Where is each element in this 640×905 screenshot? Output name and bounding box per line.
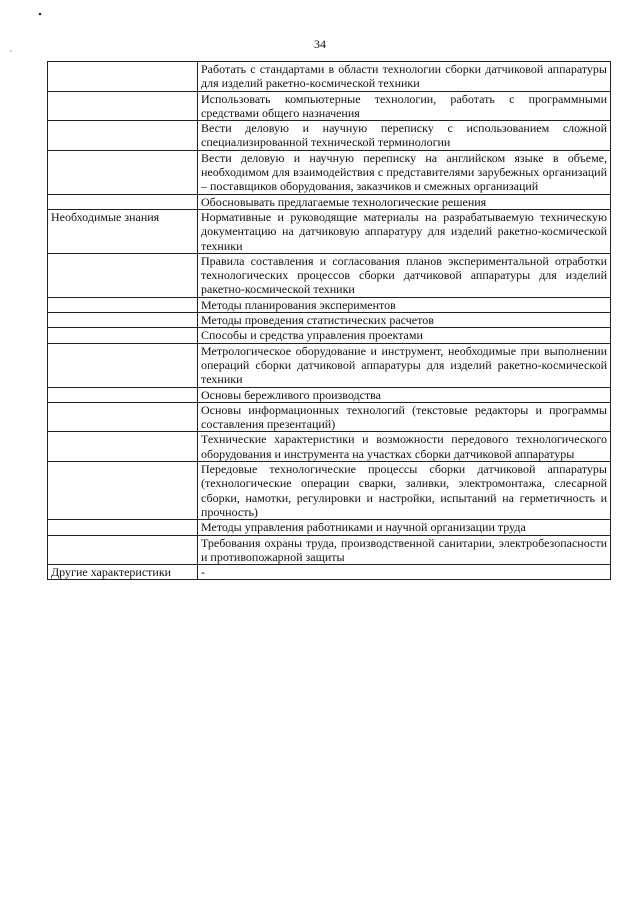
table-row [48,387,611,402]
table-row [48,520,611,535]
empty-label-cell [48,343,198,387]
empty-label-cell [48,194,198,209]
skill-item: Работать с стандартами в области технологии сборки датчиковой аппаратуры для изделий ракетно-космической техники [198,62,611,92]
table-row [48,432,611,462]
skill-item: Вести деловую и научную переписку на английском языке в объеме, необходимом для взаимодействия с представителями зарубежных организаций – поставщиков оборудования, заказчиков и смежных организаций [198,150,611,194]
empty-label-cell [48,520,198,535]
knowledge-item: Основы бережливого производства [198,387,611,402]
table-row [48,343,611,387]
empty-label-cell [48,328,198,343]
empty-label-cell [48,387,198,402]
knowledge-item: Метрологическое оборудование и инструмент, необходимые при выполнении операций сборки датчиковой аппаратуры для изделий ракетно-космической техники [198,343,611,387]
knowledge-item: Методы проведения статистических расчетов [198,313,611,328]
knowledge-label: Необходимые знания [48,209,198,253]
table-row [48,402,611,432]
table-row [48,150,611,194]
table-row [48,121,611,151]
knowledge-item: Методы управления работниками и научной организации труда [198,520,611,535]
empty-label-cell [48,313,198,328]
skill-item: Обосновывать предлагаемые технологические решения [198,194,611,209]
empty-label-cell [48,535,198,565]
knowledge-item: Передовые технологические процессы сборки датчиковой аппаратуры (технологические операции сварки, заливки, электромонтажа, слесарной сборки, намотки, регулировки и настройки, испытаний на герметичность и прочность) [198,462,611,520]
knowledge-item: Правила составления и согласования планов экспериментальной отработки технологических процессов сборки датчиковой аппаратуры для изделий ракетно-космической техники [198,253,611,297]
knowledge-item: Основы информационных технологий (текстовые редакторы и программы составления презентаций) [198,402,611,432]
table-row [48,328,611,343]
empty-label-cell [48,402,198,432]
empty-label-cell [48,62,198,92]
skill-item: Вести деловую и научную переписку с использованием сложной специализированной технической терминологии [198,121,611,151]
empty-label-cell [48,432,198,462]
table-row [48,313,611,328]
knowledge-item: Методы планирования экспериментов [198,297,611,312]
empty-label-cell [48,121,198,151]
table-row [48,297,611,312]
other-characteristics-label: Другие характеристики [48,565,198,580]
knowledge-item: Способы и средства управления проектами [198,328,611,343]
knowledge-item: Требования охраны труда, производственной санитарии, электробезопасности и противопожарной защиты [198,535,611,565]
table-row [48,91,611,121]
skill-item: Использовать компьютерные технологии, работать с программными средствами общего назначения [198,91,611,121]
knowledge-item: Нормативные и руководящие материалы на разрабатываемую техническую документацию на датчиковую аппаратуру для изделий ракетно-космической техники [198,209,611,253]
table-row [48,62,611,92]
table-row [48,209,611,253]
empty-label-cell [48,91,198,121]
table-row [48,253,611,297]
scan-speck [39,13,42,16]
empty-label-cell [48,297,198,312]
empty-label-cell [48,150,198,194]
other-characteristics-value: - [198,565,611,580]
table-row [48,565,611,580]
table-row [48,194,611,209]
table-row [48,535,611,565]
characteristics-table [47,61,611,580]
knowledge-item: Технические характеристики и возможности передового технологического оборудования и инструмента на участках сборки датчиковой аппаратуры [198,432,611,462]
table-row [48,462,611,520]
empty-label-cell [48,253,198,297]
empty-label-cell [48,462,198,520]
page-number: 34 [314,37,326,51]
